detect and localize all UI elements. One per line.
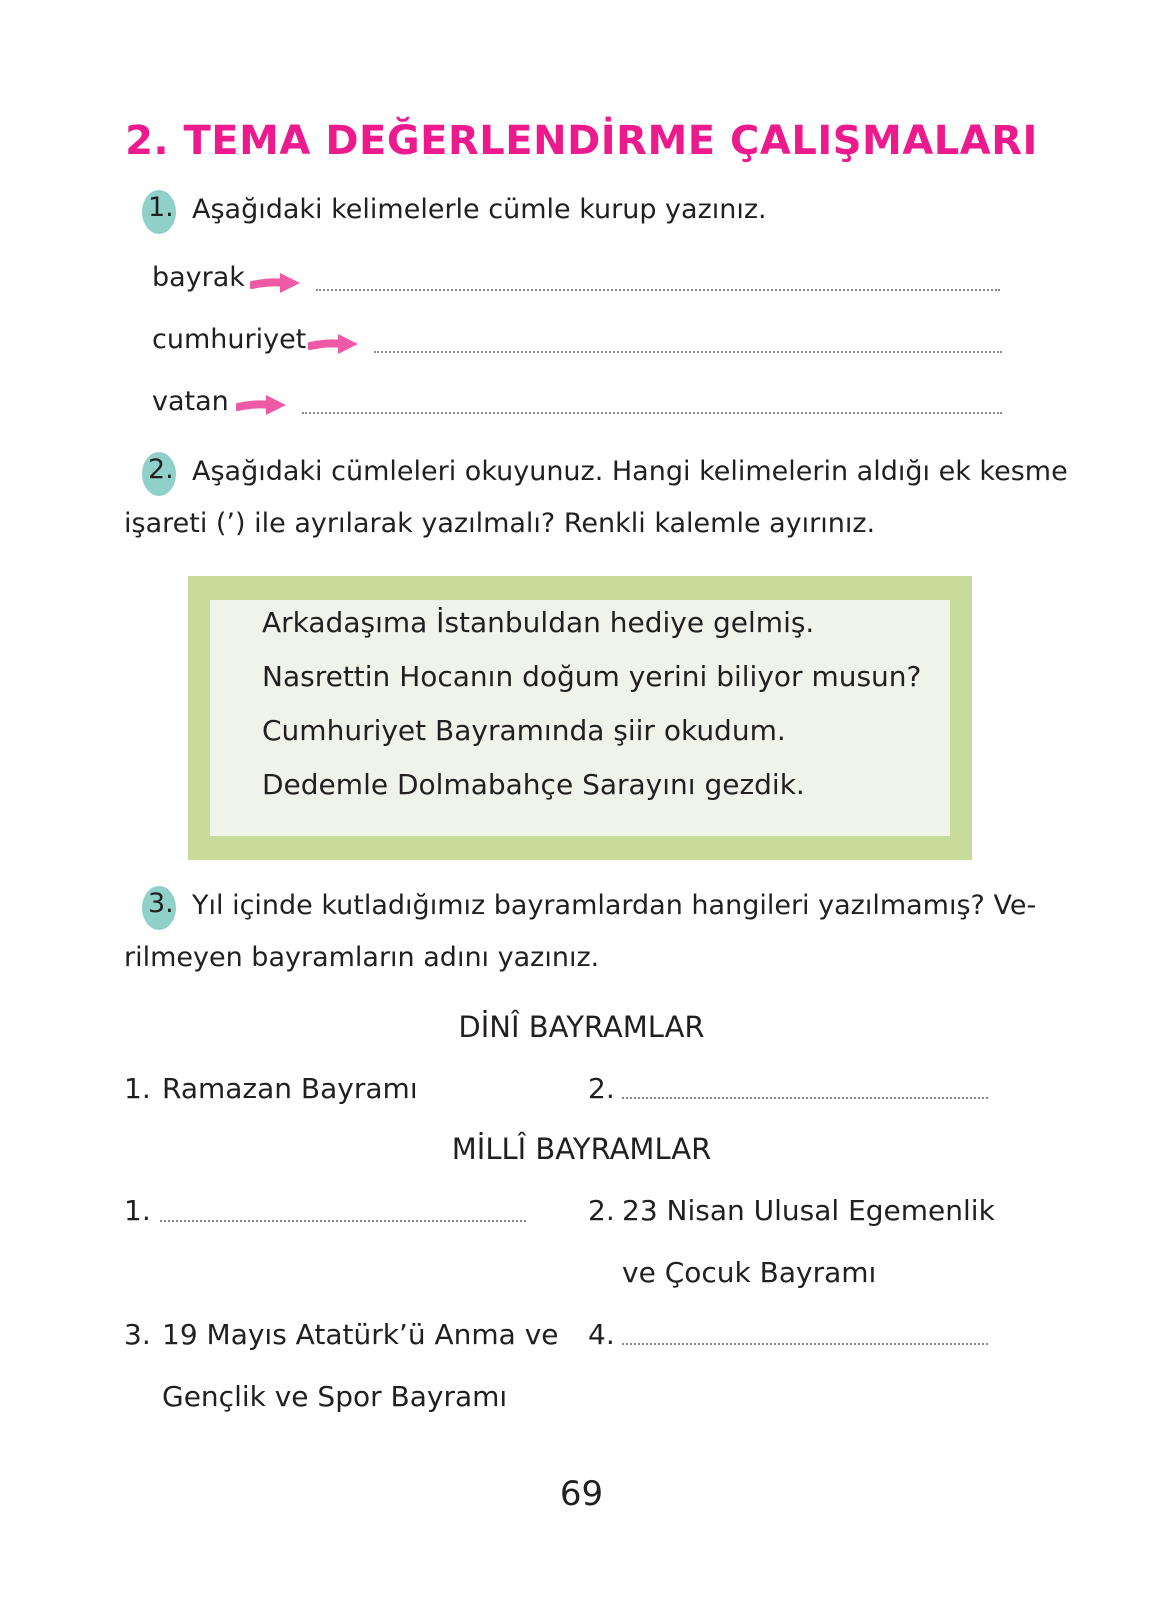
word-bayrak: bayrak bbox=[152, 262, 245, 293]
question-3-text-line1: Yıl içinde kutladığımız bayramlardan hangileri yazılmamış? Ve- bbox=[192, 890, 1037, 921]
word-cumhuriyet: cumhuriyet bbox=[152, 324, 307, 355]
answer-line[interactable] bbox=[316, 289, 1000, 291]
answer-line[interactable] bbox=[622, 1097, 988, 1099]
answer-line[interactable] bbox=[302, 412, 1002, 414]
national-holidays-heading: MİLLÎ BAYRAMLAR bbox=[451, 1132, 712, 1166]
religious-item-2-number: 2. bbox=[588, 1072, 615, 1105]
national-item-2-number: 2. bbox=[588, 1194, 615, 1227]
question-2-text-line2: işareti (’) ile ayrılarak yazılmalı? Renkli kalemle ayırınız. bbox=[124, 508, 876, 539]
religious-holidays-heading: DİNÎ BAYRAMLAR bbox=[458, 1010, 705, 1044]
sentence-3: Cumhuriyet Bayramında şiir okudum. bbox=[262, 714, 786, 747]
question-3-badge bbox=[142, 886, 178, 932]
answer-line[interactable] bbox=[160, 1220, 526, 1222]
religious-item-1-text: Ramazan Bayramı bbox=[162, 1072, 418, 1105]
national-item-3-number: 3. bbox=[124, 1318, 151, 1351]
religious-item-1-number: 1. bbox=[124, 1072, 151, 1105]
national-item-3-line1: 19 Mayıs Atatürk’ü Anma ve bbox=[162, 1318, 559, 1351]
national-item-2-line2: ve Çocuk Bayramı bbox=[622, 1256, 877, 1289]
page-number: 69 bbox=[559, 1474, 604, 1514]
national-item-2-line1: 23 Nisan Ulusal Egemenlik bbox=[622, 1194, 995, 1227]
question-1-badge bbox=[142, 190, 178, 236]
question-1-number: 1. bbox=[148, 192, 174, 223]
sentence-2: Nasrettin Hocanın doğum yerini biliyor musun? bbox=[262, 660, 922, 693]
national-item-4-number: 4. bbox=[588, 1318, 615, 1351]
national-item-1-number: 1. bbox=[124, 1194, 151, 1227]
question-3-number: 3. bbox=[148, 888, 174, 919]
question-1-text: Aşağıdaki kelimelerle cümle kurup yazınız. bbox=[192, 194, 767, 225]
question-3-text-line2: rilmeyen bayramların adını yazınız. bbox=[124, 942, 600, 973]
word-vatan: vatan bbox=[152, 386, 229, 417]
sentence-1: Arkadaşıma İstanbuldan hediye gelmiş. bbox=[262, 606, 815, 639]
answer-line[interactable] bbox=[622, 1343, 988, 1345]
arrow-right-icon bbox=[236, 393, 288, 417]
answer-line[interactable] bbox=[374, 351, 1002, 353]
arrow-right-icon bbox=[250, 271, 302, 295]
question-2-number: 2. bbox=[148, 454, 174, 485]
sentence-4: Dedemle Dolmabahçe Sarayını gezdik. bbox=[262, 768, 805, 801]
page-title: 2. TEMA DEĞERLENDİRME ÇALIŞMALARI bbox=[125, 118, 1038, 164]
question-2-badge bbox=[142, 452, 178, 498]
national-item-3-line2: Gençlik ve Spor Bayramı bbox=[162, 1380, 508, 1413]
question-2-text-line1: Aşağıdaki cümleleri okuyunuz. Hangi kelimelerin aldığı ek kesme bbox=[192, 456, 1068, 487]
arrow-right-icon bbox=[308, 332, 360, 356]
